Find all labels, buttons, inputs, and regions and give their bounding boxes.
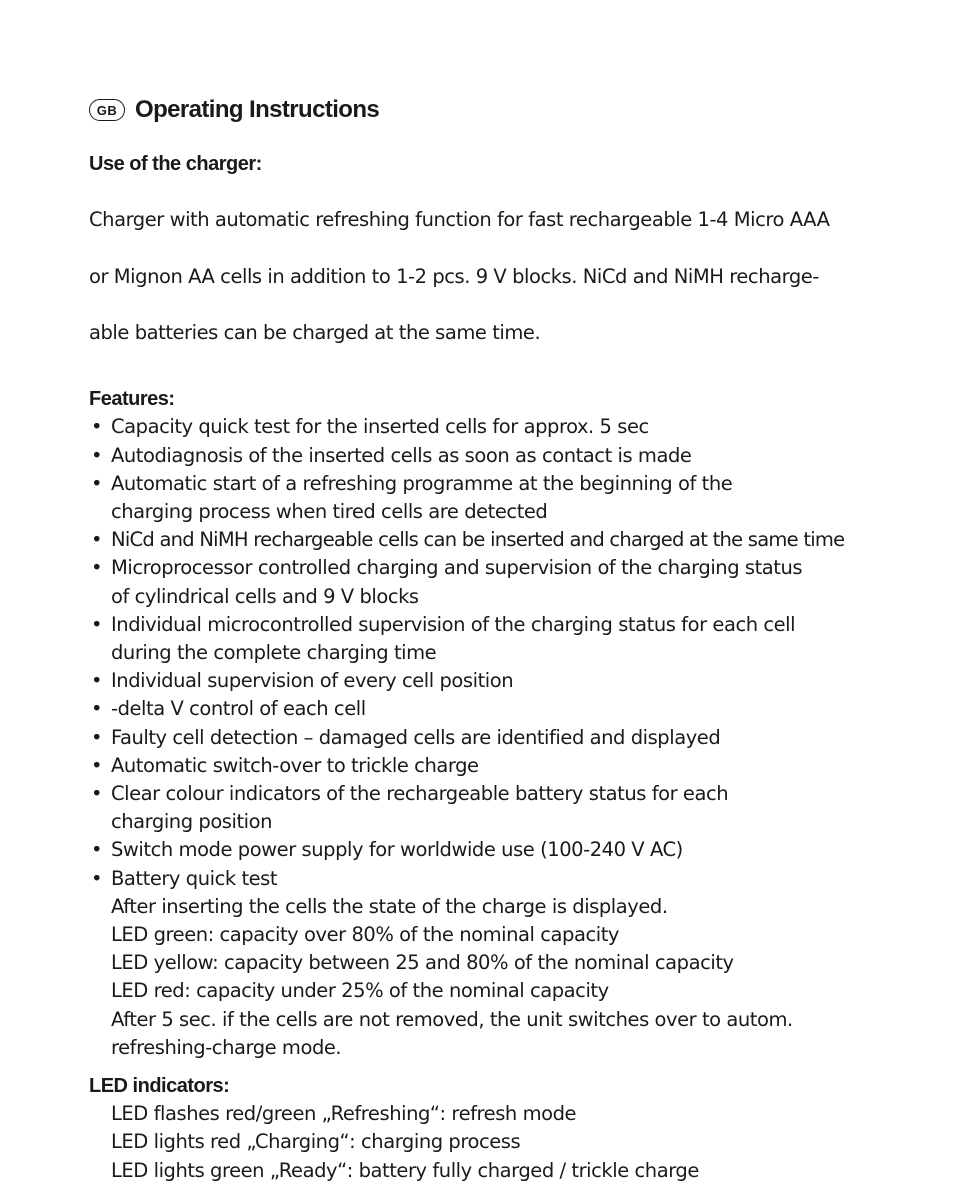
bullet-dot: •: [91, 838, 103, 862]
feature-item: [89, 836, 889, 864]
feature-line: Automatic switch-over to trickle charge: [111, 753, 479, 777]
text-line: or Mignon AA cells in addition to 1-2 pcs. 9 V blocks. NiCd and NiMH recharge-: [89, 264, 819, 288]
feature-item: [89, 865, 889, 1062]
feature-item: [89, 442, 889, 470]
section-features: [89, 385, 889, 1062]
led-list: [89, 1100, 889, 1185]
feature-line: LED red: capacity under 25% of the nominal capacity: [111, 979, 609, 1003]
bullet-dot: •: [91, 443, 103, 467]
feature-item: [89, 526, 889, 554]
feature-line: Automatic start of a refreshing programme at the beginning of the: [111, 471, 733, 495]
feature-item: [89, 752, 889, 780]
feature-line: Switch mode power supply for worldwide use (100-240 V AC): [111, 838, 683, 862]
led-line: LED lights green „Ready“: battery fully charged / trickle charge: [111, 1158, 699, 1182]
document-page: [89, 92, 889, 1191]
feature-item: [89, 695, 889, 723]
feature-line: After 5 sec. if the cells are not removed, the unit switches over to autom.: [111, 1007, 793, 1031]
section-heading-use: Use of the charger:: [89, 153, 262, 175]
bullet-dot: •: [91, 556, 103, 580]
led-line: LED flashes red/green „Refreshing“: refresh mode: [111, 1102, 577, 1126]
led-line: LED lights red „Charging“: charging process: [111, 1130, 521, 1154]
feature-item: [89, 470, 889, 526]
section-heading-features: Features:: [89, 388, 175, 411]
section-heading-led: LED indicators:: [89, 1075, 230, 1098]
use-paragraph: [89, 178, 889, 375]
feature-line: Microprocessor controlled charging and supervision of the charging status: [111, 556, 803, 580]
feature-line: NiCd and NiMH rechargeable cells can be inserted and charged at the same time: [111, 528, 845, 552]
feature-line: Individual supervision of every cell position: [111, 669, 514, 693]
bullet-dot: •: [91, 725, 103, 749]
bullet-dot: •: [91, 753, 103, 777]
feature-list: [89, 413, 889, 1062]
feature-item: [89, 780, 889, 836]
feature-line: After inserting the cells the state of the charge is displayed.: [111, 894, 668, 918]
title-row: [89, 92, 889, 128]
bullet-dot: •: [91, 415, 103, 439]
feature-line: Capacity quick test for the inserted cells for approx. 5 sec: [111, 415, 649, 439]
section-use: [89, 150, 889, 375]
text-line: able batteries can be charged at the same time.: [89, 321, 541, 345]
page-title: Operating Instructions: [135, 96, 380, 123]
feature-line: during the complete charging time: [111, 641, 437, 665]
text-line: Charger with automatic refreshing function for fast rechargeable 1-4 Micro AAA: [89, 208, 830, 232]
feature-line: -delta V control of each cell: [111, 697, 366, 721]
feature-line: LED green: capacity over 80% of the nominal capacity: [111, 923, 619, 947]
bullet-dot: •: [91, 612, 103, 636]
feature-line: refreshing-charge mode.: [111, 1035, 342, 1059]
feature-line: charging position: [111, 810, 273, 834]
feature-line: of cylindrical cells and 9 V blocks: [111, 584, 419, 608]
bullet-dot: •: [91, 697, 103, 721]
feature-line: Faulty cell detection – damaged cells are identified and displayed: [111, 725, 721, 749]
section-led: [89, 1072, 889, 1185]
language-badge: GB: [89, 99, 125, 121]
feature-line: Battery quick test: [111, 866, 278, 890]
feature-item: [89, 611, 889, 667]
bullet-dot: •: [91, 471, 103, 495]
bullet-dot: •: [91, 866, 103, 890]
feature-item: [89, 724, 889, 752]
bullet-dot: •: [91, 782, 103, 806]
feature-item: [89, 667, 889, 695]
feature-item: [89, 554, 889, 610]
feature-line: Individual microcontrolled supervision of the charging status for each cell: [111, 612, 796, 636]
feature-item: [89, 413, 889, 441]
feature-line: Autodiagnosis of the inserted cells as soon as contact is made: [111, 443, 692, 467]
feature-line: Clear colour indicators of the rechargeable battery status for each: [111, 782, 729, 806]
feature-line: charging process when tired cells are detected: [111, 500, 548, 524]
feature-line: LED yellow: capacity between 25 and 80% of the nominal capacity: [111, 951, 734, 975]
bullet-dot: •: [91, 528, 102, 552]
bullet-dot: •: [91, 669, 103, 693]
